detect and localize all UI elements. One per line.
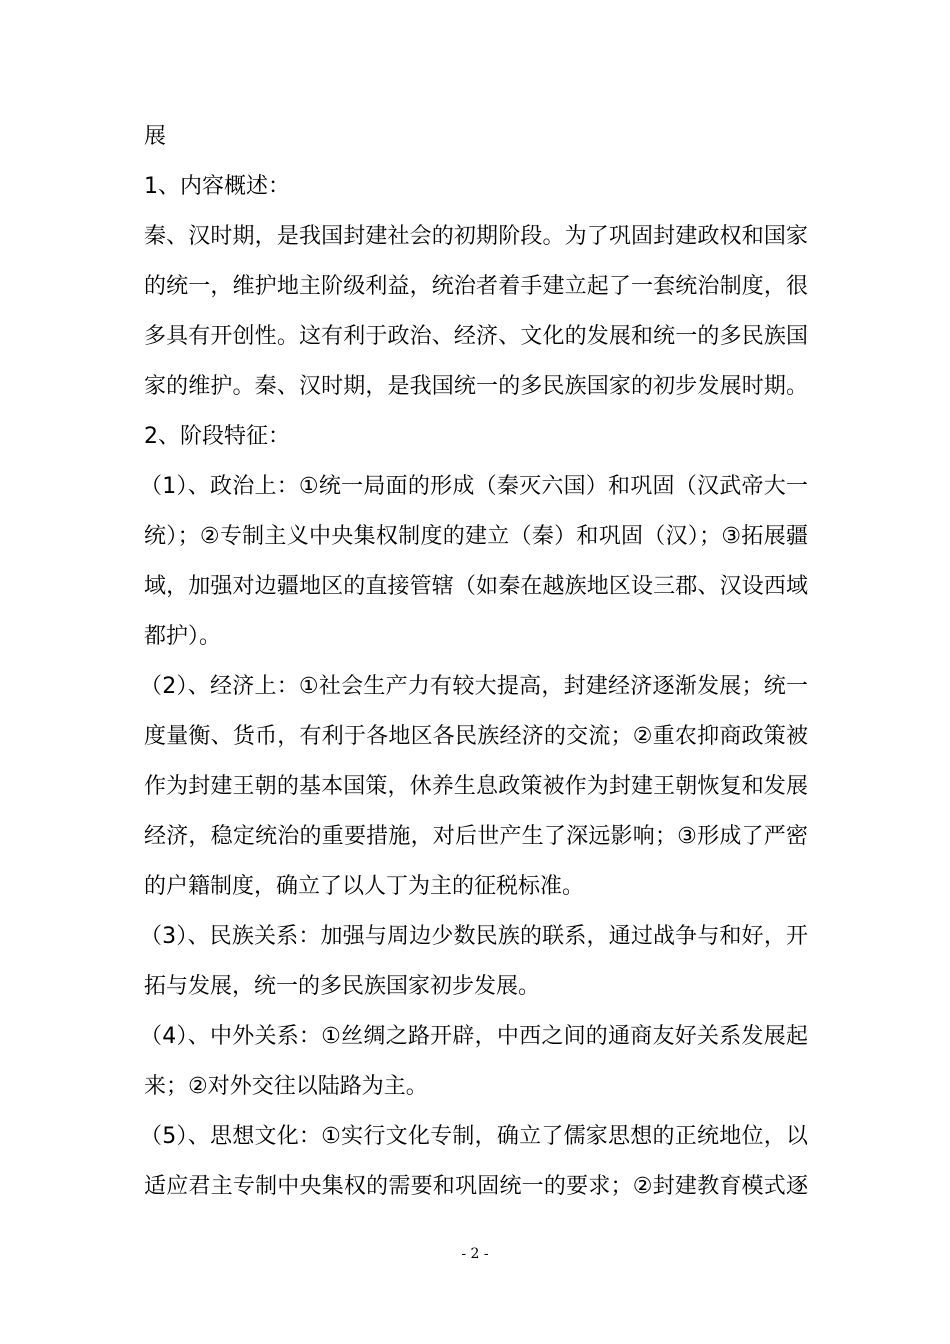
section-heading: 2、阶段特征： [144, 424, 290, 449]
text-line: 作为封建王朝的基本国策，休养生息政策被作为封建王朝恢复和发展 [144, 774, 808, 799]
text-line: 域，加强对边疆地区的直接管辖（如秦在越族地区设三郡、汉设西域 [144, 574, 808, 599]
text-line: 的户籍制度，确立了以人丁为主的征税标准。 [144, 874, 585, 899]
text-line: 拓与发展，统一的多民族国家初步发展。 [144, 974, 541, 999]
text-line: 经济，稳定统治的重要措施，对后世产生了深远影响；③形成了严密 [144, 824, 808, 849]
text-line: 适应君主专制中央集权的需要和巩固统一的要求；②封建教育模式逐 [144, 1174, 808, 1199]
page-number: - 2 - [461, 1246, 489, 1262]
text-line: （5）、思想文化：①实行文化专制，确立了儒家思想的正统地位，以 [140, 1124, 808, 1149]
text-line: 度量衡、货币，有利于各地区各民族经济的交流；②重农抑商政策被 [144, 724, 808, 749]
text-line: 统）；②专制主义中央集权制度的建立（秦）和巩固（汉）；③拓展疆 [144, 524, 808, 549]
text-line: （3）、民族关系：加强与周边少数民族的联系，通过战争与和好，开 [140, 924, 808, 949]
text-line: 展 [144, 124, 167, 149]
document-body [140, 112, 808, 1212]
text-line: （2）、经济上：①社会生产力有较大提高，封建经济逐渐发展；统一 [140, 674, 808, 699]
text-line: 秦、汉时期，是我国封建社会的初期阶段。为了巩固封建政权和国家 [144, 224, 808, 249]
text-line: 来；②对外交往以陆路为主。 [144, 1074, 428, 1099]
text-line: （1）、政治上：①统一局面的形成（秦灭六国）和巩固（汉武帝大一 [140, 474, 808, 499]
text-line: （4）、中外关系：①丝绸之路开辟，中西之间的通商友好关系发展起 [140, 1024, 808, 1049]
text-line: 家的维护。秦、汉时期，是我国统一的多民族国家的初步发展时期。 [144, 374, 808, 399]
section-heading: 1、内容概述： [144, 174, 290, 199]
text-line: 多具有开创性。这有利于政治、经济、文化的发展和统一的多民族国 [144, 324, 808, 349]
text-line: 都护）。 [144, 624, 222, 649]
text-line: 的统一，维护地主阶级利益，统治者着手建立起了一套统治制度，很 [144, 274, 808, 299]
